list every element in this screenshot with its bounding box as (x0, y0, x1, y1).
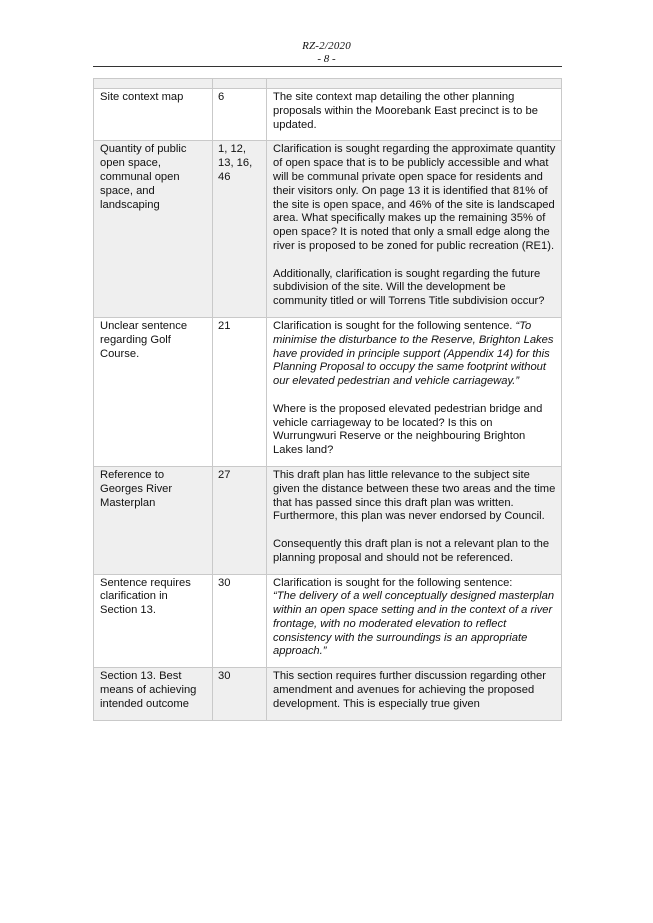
comment-cell (267, 668, 562, 720)
item-text: Sentence requires clarification in Section 13. (100, 576, 191, 617)
item-text: Unclear sentence regarding Golf Course. (100, 319, 188, 360)
table-row (94, 89, 562, 141)
table-row (94, 141, 562, 318)
item-cell (94, 141, 213, 318)
item-cell (94, 89, 213, 141)
header-rule (93, 66, 562, 67)
page-ref: 30 (218, 576, 231, 589)
comment-paragraph: Where is the proposed elevated pedestrian bridge and vehicle carriageway to be located? Is this on Wurrungwuri Reserve or the neighbouring Brighton Lakes land? (273, 402, 543, 457)
page-ref: 27 (218, 468, 231, 481)
page-cell (213, 668, 267, 720)
comment-cell (267, 466, 562, 574)
document-reference: RZ-2/2020 (302, 40, 351, 52)
comment-cell (267, 89, 562, 141)
comment-cell (267, 317, 562, 466)
header-cell (213, 79, 267, 89)
table-row (94, 317, 562, 466)
comment-paragraph: Clarification is sought regarding the approximate quantity of open space that is to be publicly accessible and what will be communal private open space for residents and their visitors only. On page 13 it is identified that 81% of the site is open space, and 46% of the site is landscaped area. What specifically makes up the remaining 35% of open space? It is noted that only a small edge along the river is proposed to be zoned for public recreation (RE1). (273, 143, 556, 252)
page-cell (213, 141, 267, 318)
page-ref: 6 (218, 91, 225, 103)
comment-cell (267, 574, 562, 668)
quoted-sentence (273, 590, 557, 659)
comment-paragraph: This section requires further discussion regarding other amendment and avenues for achieving the proposed development. This is especially true given (273, 670, 546, 710)
quoted-text: “The delivery of a well conceptually designed masterplan within an open space setting and in the context of a river frontage, with no moderated elevation to reflect consistency with the surroundings is an appropriate approach.” (273, 590, 555, 658)
item-cell (94, 574, 213, 668)
comment-paragraph: This draft plan has little relevance to the subject site given the distance between these two areas and the time that has passed since this draft plan was written. Furthermore, this plan was never endorsed by Council. (273, 468, 556, 523)
comment-paragraph: The site context map detailing the other planning proposals within the Moorebank East precinct is to be updated. (273, 91, 538, 131)
page-cell (213, 574, 267, 668)
comment-cell (267, 141, 562, 318)
table-row (94, 668, 562, 720)
comment-paragraph: Additionally, clarification is sought regarding the future subdivision of the site. Will the development be community titled or will Torrens Title subdivision occur? (273, 267, 545, 308)
item-text: Quantity of public open space, communal open space, and landscaping (100, 143, 187, 211)
table-row (94, 574, 562, 668)
page-number: - 8 - (317, 53, 336, 65)
page-ref: 30 (218, 670, 231, 683)
item-text: Reference to Georges River Masterplan (100, 468, 173, 509)
page-cell (213, 89, 267, 141)
table-header-row (94, 79, 562, 89)
page-cell (213, 466, 267, 574)
comment-paragraph (273, 320, 557, 389)
table-row (94, 466, 562, 574)
item-cell (94, 317, 213, 466)
item-text: Site context map (100, 91, 184, 103)
quoted-sentence: “To minimise the disturbance to the Reserve, Brighton Lakes have provided in principle support (Appendix 14) for this Planning Proposal to occupy the same footprint without our elevated pedestrian and vehicle carriageway.” (273, 319, 554, 388)
header-cell (267, 79, 562, 89)
comment-paragraph: Consequently this draft plan is not a relevant plan to the planning proposal and should not be referenced. (273, 537, 550, 564)
item-cell (94, 668, 213, 720)
comments-table (93, 78, 562, 721)
page-ref: 1, 12, 13, 16, 46 (218, 143, 253, 183)
page-ref: 21 (218, 319, 231, 332)
comment-intro: Clarification is sought for the following sentence. (273, 319, 516, 332)
header-cell (94, 79, 213, 89)
item-text: Section 13. Best means of achieving intended outcome (100, 670, 197, 710)
item-cell (94, 466, 213, 574)
page-cell (213, 317, 267, 466)
comment-intro: Clarification is sought for the following sentence: (273, 576, 513, 589)
